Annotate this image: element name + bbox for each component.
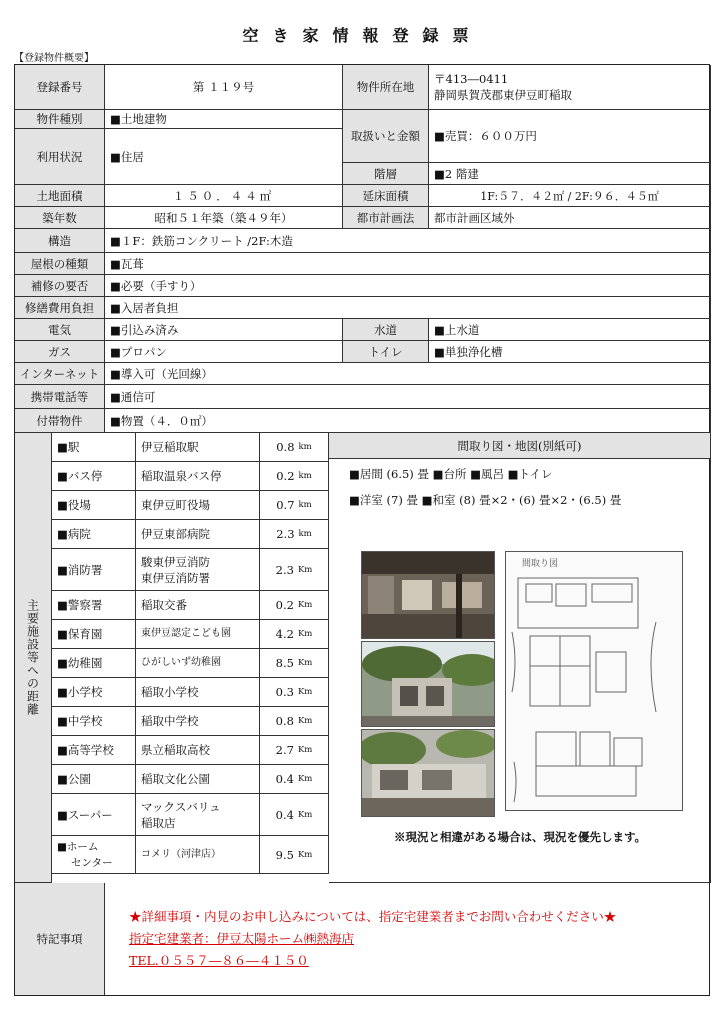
toilet-value: ■単独浄化槽 xyxy=(429,341,711,363)
facility-name-text: 県立稲取高校 xyxy=(141,743,210,757)
facility-category-text: ■警察署 xyxy=(57,598,103,612)
structure-label: 構造 xyxy=(15,229,105,253)
facility-category-text: ■スーパー xyxy=(57,807,113,822)
facility-name-text-2: 東伊豆消防署 xyxy=(141,570,210,585)
city-plan-value: 都市計画区域外 xyxy=(429,207,711,229)
facility-category xyxy=(52,591,136,620)
facility-distance xyxy=(260,520,329,549)
usage-label: 利用状況 xyxy=(15,129,105,185)
gas-value: ■プロパン xyxy=(105,341,343,363)
water-label: 水道 xyxy=(343,319,429,341)
facility-category xyxy=(52,649,136,678)
facility-name-text: マックスバリュ xyxy=(141,799,221,814)
facility-name xyxy=(136,678,260,707)
facility-distance-unit: Km xyxy=(297,564,313,575)
facility-category-text: ■高等学校 xyxy=(57,743,114,757)
facility-distance-unit: km xyxy=(298,471,312,481)
remarks-content xyxy=(105,883,709,995)
facility-distance-unit: Km xyxy=(297,849,313,860)
electric-value: ■引込み済み xyxy=(105,319,343,341)
deal-value: ■売買：６００万円 xyxy=(429,110,711,163)
facility-name xyxy=(136,591,260,620)
facility-category-text: ■保育園 xyxy=(57,627,103,641)
facility-distance-value: 8.5 xyxy=(275,656,294,670)
facility-name xyxy=(136,736,260,765)
layout-header: 間取り図・地図(別紙可) xyxy=(329,433,711,459)
facility-category xyxy=(52,549,136,591)
facility-distance-value: 2.3 xyxy=(275,562,294,577)
land-area-label: 土地面積 xyxy=(15,185,105,207)
facility-distance-unit: Km xyxy=(297,809,313,820)
facility-distance-value: 9.5 xyxy=(275,847,294,862)
facility-distance-unit: Km xyxy=(297,600,313,610)
type-label: 物件種別 xyxy=(15,110,105,129)
gas-label: ガス xyxy=(15,341,105,363)
facility-distance-value: 4.2 xyxy=(275,627,294,641)
roof-value: ■瓦葺 xyxy=(105,253,711,275)
facility-category xyxy=(52,707,136,736)
floorplan-sketch xyxy=(505,551,683,811)
floors-value: ■2 階建 xyxy=(429,163,711,185)
deal-label: 取扱いと金額 xyxy=(343,110,429,163)
facility-distance-unit: Km xyxy=(297,658,313,668)
facility-name xyxy=(136,649,260,678)
facility-name-text: 稲取文化公園 xyxy=(141,772,210,786)
roof-label: 屋根の種類 xyxy=(15,253,105,275)
facility-name-text: 稲取中学校 xyxy=(141,714,199,728)
water-value: ■上水道 xyxy=(429,319,711,341)
phone-label: 携帯電話等 xyxy=(15,385,105,409)
facility-name-text: 稲取小学校 xyxy=(141,685,199,699)
built-label: 築年数 xyxy=(15,207,105,229)
facility-category-text: ■バス停 xyxy=(57,469,103,483)
facility-distance-value: 0.4 xyxy=(275,807,294,822)
facility-distance-unit: Km xyxy=(297,687,313,697)
facility-category-text: ■役場 xyxy=(57,498,91,512)
facility-distance xyxy=(260,549,329,591)
layout-note: ※現況と相違がある場合は、現況を優先します。 xyxy=(393,830,647,844)
facility-category xyxy=(52,678,136,707)
reg-no-value: 第 １１９号 xyxy=(105,65,343,110)
repair-value: ■必要（手すり） xyxy=(105,275,711,297)
floor-area-label: 延床面積 xyxy=(343,185,429,207)
facility-distance xyxy=(260,678,329,707)
remarks-agent: 指定宅建業者：伊豆太陽ホーム㈱熱海店 xyxy=(129,931,355,946)
facility-name xyxy=(136,491,260,520)
facility-distance-unit: Km xyxy=(297,774,313,784)
type-value: ■土地建物 xyxy=(105,110,343,129)
rooms-list xyxy=(329,459,711,515)
structure-value: ■１F：鉄筋コンクリート /2F:木造 xyxy=(105,229,711,253)
phone-value: ■通信可 xyxy=(105,385,711,409)
facility-distance xyxy=(260,620,329,649)
facility-distance xyxy=(260,836,329,874)
facility-distance-value: 0.4 xyxy=(275,772,294,786)
facility-category xyxy=(52,836,136,874)
repair-cost-value: ■入居者負担 xyxy=(105,297,711,319)
facility-category-text: ■病院 xyxy=(57,527,91,541)
facility-distance xyxy=(260,765,329,794)
facility-category xyxy=(52,765,136,794)
facility-distance xyxy=(260,736,329,765)
facility-distance-unit: km xyxy=(298,529,312,539)
facility-category xyxy=(52,794,136,836)
facility-category-text: ■幼稚園 xyxy=(57,656,103,670)
facility-name xyxy=(136,462,260,491)
facility-name xyxy=(136,836,260,874)
facility-distance-value: 0.7 xyxy=(276,498,295,512)
facility-distance-value: 0.3 xyxy=(275,685,294,699)
photo-exterior-front xyxy=(361,641,495,727)
rooms-line-2: ■洋室 (7) 畳 ■和室 (8) 畳×2・(6) 畳×2・(6.5) 畳 xyxy=(349,493,622,507)
facility-category-text: ■公園 xyxy=(57,772,91,786)
land-area-value: １５０．４４㎡ xyxy=(105,185,343,207)
floorplan-title: 間取り図 xyxy=(522,559,559,569)
facility-name-text: 駿東伊豆消防 xyxy=(141,554,210,569)
internet-label: インターネット xyxy=(15,363,105,385)
facility-name-text: ひがしいず幼稚園 xyxy=(141,657,221,668)
facility-distance-value: 0.8 xyxy=(276,440,295,454)
facility-category-text-2: センター xyxy=(71,856,113,869)
facility-distance-value: 0.2 xyxy=(276,469,295,483)
address: 静岡県賀茂郡東伊豆町稲取 xyxy=(434,88,572,102)
repair-cost-label: 修繕費用負担 xyxy=(15,297,105,319)
facility-category-text: ■消防署 xyxy=(57,562,103,577)
info-sheet xyxy=(14,64,710,996)
facility-category xyxy=(52,736,136,765)
usage-value: ■住居 xyxy=(105,129,343,185)
built-value: 昭和５１年築（築４９年） xyxy=(105,207,343,229)
facility-distance-unit: km xyxy=(298,442,312,452)
facility-category-text: ■小学校 xyxy=(57,685,103,699)
facility-distance-value: 2.3 xyxy=(276,527,295,541)
facility-distance xyxy=(260,591,329,620)
facility-category xyxy=(52,433,136,462)
facility-distance xyxy=(260,707,329,736)
toilet-label: トイレ xyxy=(343,341,429,363)
extras-label: 付帯物件 xyxy=(15,409,105,433)
facility-name xyxy=(136,433,260,462)
facility-name xyxy=(136,765,260,794)
floors-label: 階層 xyxy=(343,163,429,185)
facilities-vertical-label: 主要施設等への距離 xyxy=(15,433,52,883)
facility-category-text: ■ホーム xyxy=(57,840,99,853)
photo-interior xyxy=(361,551,495,639)
facility-category xyxy=(52,491,136,520)
facility-distance-value: 0.8 xyxy=(275,714,294,728)
facility-category xyxy=(52,520,136,549)
facility-name-text: 東伊豆認定こども園 xyxy=(141,628,231,639)
facility-name-text: コメリ（河津店） xyxy=(141,848,221,860)
postal-code: 〒413―0411 xyxy=(434,72,509,86)
location-label: 物件所在地 xyxy=(343,65,429,110)
facility-distance xyxy=(260,491,329,520)
facility-name-text: 伊豆稲取駅 xyxy=(141,440,199,454)
extras-value: ■物置（４．０㎡） xyxy=(105,409,711,433)
facility-category xyxy=(52,462,136,491)
page-title: 空き家情報登録票 xyxy=(242,26,483,45)
facility-name-text: 稲取交番 xyxy=(141,598,187,612)
facility-distance xyxy=(260,433,329,462)
facility-name xyxy=(136,794,260,836)
facility-distance xyxy=(260,462,329,491)
facility-distance-unit: Km xyxy=(297,629,313,639)
facility-name xyxy=(136,707,260,736)
reg-no-label: 登録番号 xyxy=(15,65,105,110)
city-plan-label: 都市計画法 xyxy=(343,207,429,229)
remarks-label: 特記事項 xyxy=(15,883,105,995)
rooms-line-1: ■居間 (6.5) 畳 ■台所 ■風呂 ■トイレ xyxy=(349,467,553,481)
remarks-line-1: ★詳細事項・内見のお申し込みについては、指定宅建業者までお問い合わせください★ xyxy=(129,909,617,924)
photo-exterior-side xyxy=(361,729,495,817)
facility-distance xyxy=(260,794,329,836)
facility-name-text-2: 稲取店 xyxy=(141,815,176,830)
location-value xyxy=(429,65,711,110)
internet-value: ■導入可（光回線） xyxy=(105,363,711,385)
facility-name-text: 稲取温泉バス停 xyxy=(141,469,222,483)
facility-category xyxy=(52,620,136,649)
facility-distance-value: 2.7 xyxy=(275,743,294,757)
facility-distance xyxy=(260,649,329,678)
electric-label: 電気 xyxy=(15,319,105,341)
remarks-phone: TEL.０５５７―８６―４１５０ xyxy=(129,953,309,968)
facility-name-text: 東伊豆町役場 xyxy=(141,498,210,512)
facility-distance-unit: km xyxy=(298,500,312,510)
repair-label: 補修の要否 xyxy=(15,275,105,297)
section-subtitle: 【登録物件概要】 xyxy=(14,53,94,64)
facility-distance-unit: Km xyxy=(297,745,313,755)
facility-category-text: ■駅 xyxy=(57,440,80,454)
facility-category-text: ■中学校 xyxy=(57,714,103,728)
facility-name-text: 伊豆東部病院 xyxy=(141,527,210,541)
facility-name xyxy=(136,520,260,549)
floor-area-value: 1F:５７．４２㎡ / 2F:９６．４５㎡ xyxy=(429,185,711,207)
facility-name xyxy=(136,620,260,649)
facility-distance-unit: Km xyxy=(297,716,313,726)
facility-distance-value: 0.2 xyxy=(275,598,294,612)
facility-name xyxy=(136,549,260,591)
